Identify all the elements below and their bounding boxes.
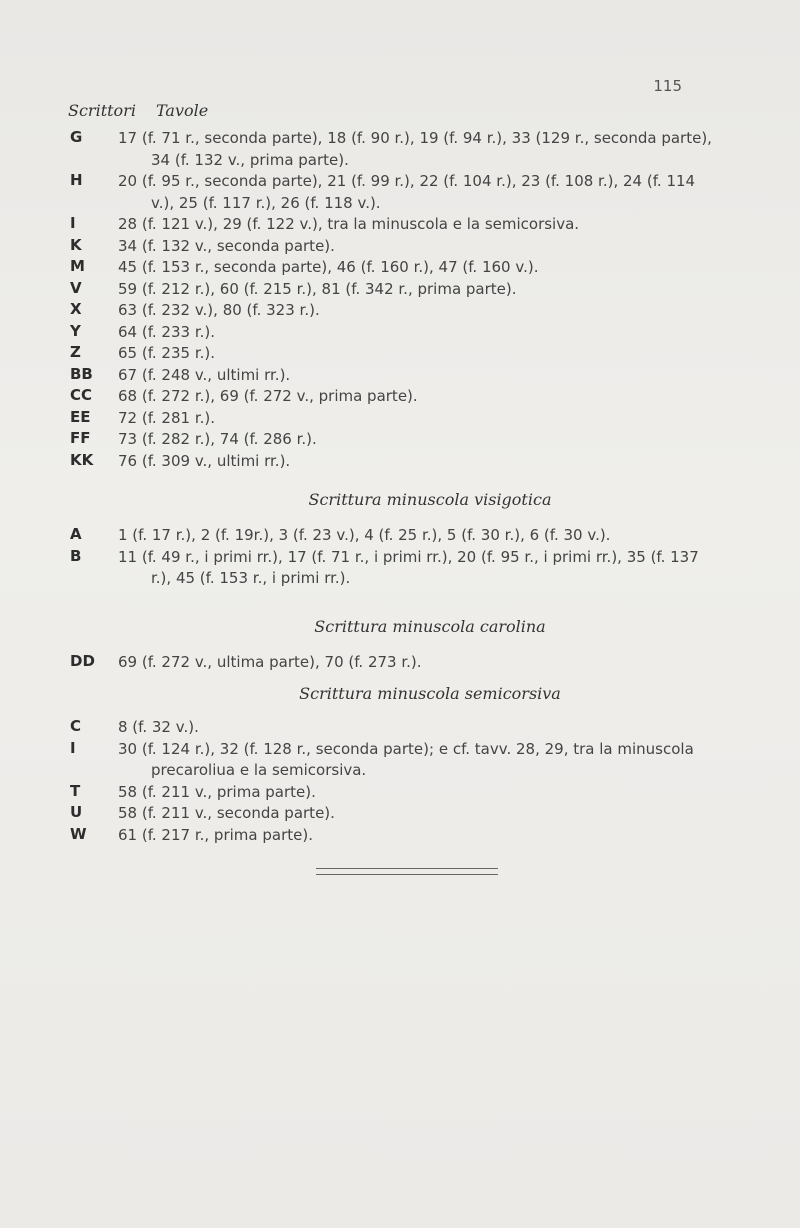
scribe-label: C (70, 717, 82, 735)
list-item (0, 782, 800, 804)
list-item (0, 739, 800, 782)
table-reference: 67 (f. 248 v., ultimi rr.). (118, 365, 291, 384)
table-reference: 17 (f. 71 r., seconda parte), 18 (f. 90 r.), 19 (f. 94 r.), 33 (129 r., seconda parte), 34 (f. 132 v., prima parte). (118, 129, 712, 169)
section-semicorsiva (0, 684, 800, 846)
list-item (0, 547, 800, 590)
table-reference: 1 (f. 17 r.), 2 (f. 19r.), 3 (f. 23 v.), 4 (f. 25 r.), 5 (f. 30 r.), 6 (f. 30 v.). (118, 526, 611, 544)
scribe-label: EE (70, 407, 91, 426)
list-item (0, 525, 800, 547)
scribe-label: B (70, 546, 82, 565)
table-reference: 28 (f. 121 v.), 29 (f. 122 v.), tra la minuscola e la semicorsiva. (118, 215, 580, 233)
list-item (0, 717, 800, 739)
table-reference: 65 (f. 235 r.). (118, 344, 216, 362)
table-reference: 59 (f. 212 r.), 60 (f. 215 r.), 81 (f. 342 r., prima parte). (118, 279, 517, 298)
list-item (0, 300, 800, 322)
list-item (0, 451, 800, 473)
scribe-label: W (70, 824, 87, 843)
table-reference: 20 (f. 95 r., seconda parte), 21 (f. 99 r.), 22 (f. 104 r.), 23 (f. 108 r.), 24 (f. 114 v.), 25 (f. 117 r.), 26 (f. 118 v.). (118, 172, 696, 212)
table-reference: 58 (f. 211 v., seconda parte). (118, 804, 335, 822)
table-reference: 69 (f. 272 v., ultima parte), 70 (f. 273 r.). (118, 653, 422, 671)
closing-rule (316, 868, 498, 875)
table-reference: 58 (f. 211 v., prima parte). (118, 782, 316, 801)
list-item (0, 257, 800, 279)
list-item (0, 279, 800, 301)
scribe-label: KK (70, 450, 94, 469)
scribe-label: A (70, 525, 82, 543)
table-reference: 76 (f. 309 v., ultimi rr.). (118, 451, 291, 470)
scribe-label: I (70, 738, 76, 757)
list-item (0, 171, 800, 214)
table-reference: 68 (f. 272 r.), 69 (f. 272 v., prima parte). (118, 387, 418, 405)
table-reference: 73 (f. 282 r.), 74 (f. 286 r.). (118, 430, 317, 448)
scribe-label: DD (70, 652, 95, 670)
list-item (0, 408, 800, 430)
list-item (0, 214, 800, 236)
list-item (0, 386, 800, 408)
section-carolina (0, 617, 800, 674)
section-heading: Scrittura minuscola carolina (314, 617, 546, 636)
list-item (0, 803, 800, 825)
list-item (0, 236, 800, 258)
list-item (0, 825, 800, 847)
table-reference: 64 (f. 233 r.). (118, 322, 216, 341)
list-item (0, 343, 800, 365)
list-item (0, 128, 800, 171)
scribe-label: Z (70, 343, 81, 361)
table-reference: 34 (f. 132 v., seconda parte). (118, 236, 335, 255)
scribe-label: T (70, 781, 81, 800)
column-header-scrittori: Scrittori (68, 101, 136, 120)
list-item (0, 429, 800, 451)
section-heading: Scrittura minuscola visigotica (308, 490, 552, 509)
section-heading: Scrittura minuscola semicorsiva (299, 684, 561, 703)
list-item (0, 365, 800, 387)
list-item (0, 652, 800, 674)
scribe-label: Y (70, 321, 81, 340)
table-reference: 61 (f. 217 r., prima parte). (118, 825, 313, 844)
table-reference: 45 (f. 153 r., seconda parte), 46 (f. 160 r.), 47 (f. 160 v.). (118, 258, 539, 276)
page-number: 115 (653, 77, 682, 95)
table-reference: 11 (f. 49 r., i primi rr.), 17 (f. 71 r., i primi rr.), 20 (f. 95 r., i primi rr.), 35 (f. 137 r.), 45 (f. 153 r., i primi rr.). (118, 547, 699, 587)
table-reference: 8 (f. 32 v.). (118, 718, 199, 736)
scribe-label: CC (70, 386, 93, 404)
table-reference: 30 (f. 124 r.), 32 (f. 128 r., seconda parte); e cf. tavv. 28, 29, tra la minuscola precaroliua e la semicorsiva. (118, 739, 694, 779)
table-reference: 63 (f. 232 v.), 80 (f. 323 r.). (118, 301, 320, 319)
table-reference: 72 (f. 281 r.). (118, 408, 216, 427)
scribe-label: H (70, 171, 83, 189)
scribe-label: G (70, 128, 83, 146)
list-item (0, 322, 800, 344)
scribe-label: U (70, 803, 83, 821)
column-header-tavole: Tavole (156, 101, 209, 120)
scribe-label: K (70, 235, 82, 254)
scribe-label: FF (70, 429, 91, 447)
scribe-label: V (70, 278, 82, 297)
section-main (0, 128, 800, 472)
section-visigotica (0, 490, 800, 590)
scribe-label: X (70, 300, 82, 318)
scribe-label: BB (70, 364, 93, 383)
scribe-label: M (70, 257, 85, 275)
scribe-label: I (70, 214, 76, 232)
